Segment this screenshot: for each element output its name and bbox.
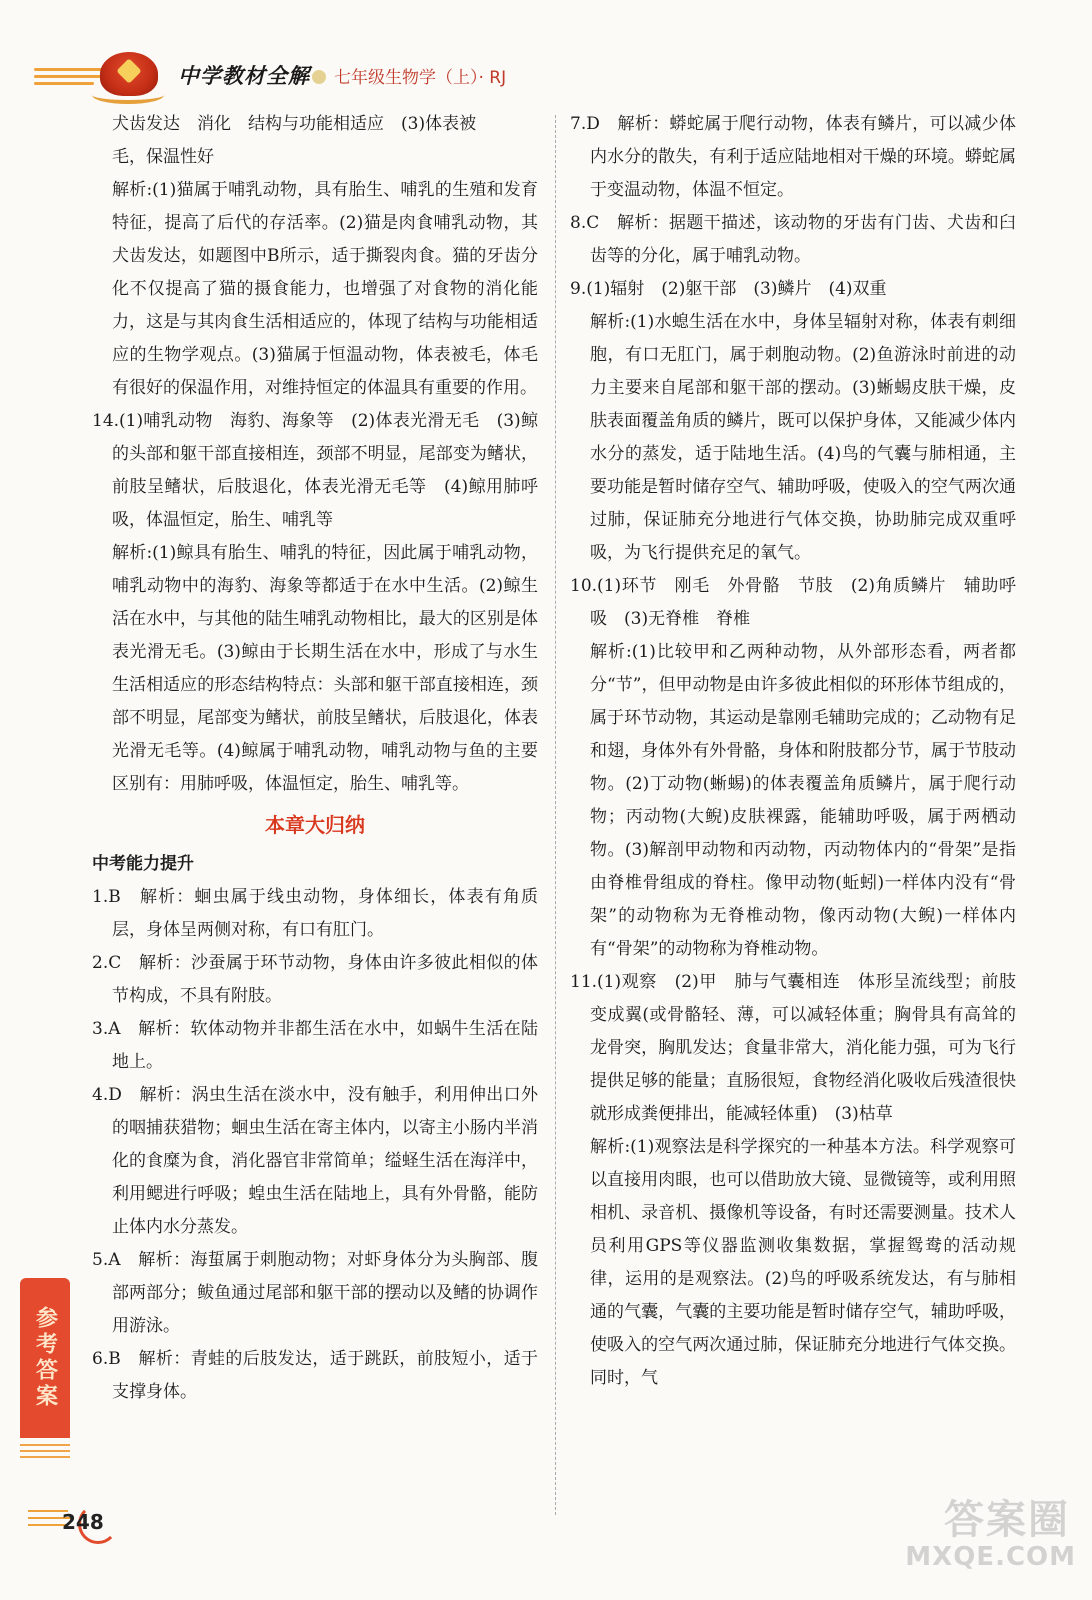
answer-item-7: 7.D 解析：蟒蛇属于爬行动物，体表有鳞片，可以减少体内水分的散失，有利于适应陆地相对干燥的环境。蟒蛇属于变温动物，体温不恒定。 [570, 114, 1016, 200]
section-title: 本章大归纳 [265, 813, 365, 837]
analysis-13: 解析:(1)猫属于哺乳动物，具有胎生、哺乳的生殖和发育特征，提高了后代的存活率。(2)猫是肉食哺乳动物，其犬齿发达，如题图中B所示，适于撕裂肉食。猫的牙齿分化不仅提高了猫的摄食能力，也增强了对食物的消化能力，这是与其肉食生活相适应的，体现了结构与功能相适应的生物学观点。(3)猫属于恒温动物，体表被毛，体毛有很好的保温作用，对维持恒定的体温具有重要的作用。 [112, 180, 538, 398]
watermark-url: MXQE.COM [905, 1542, 1076, 1572]
answer-item-8: 8.C 解析：据题干描述，该动物的牙齿有门齿、犬齿和臼齿等的分化，属于哺乳动物。 [570, 213, 1016, 266]
page-number: 248 [62, 1510, 104, 1534]
side-tab-label: 参考答案 [32, 1306, 58, 1410]
answer-13-line2: 毛，保温性好 [112, 147, 214, 167]
answer-item-4: 4.D 解析：涡虫生活在淡水中，没有触手，利用伸出口外的咽捕获猎物；蛔虫生活在寄主体内，以寄主小肠内半消化的食糜为食，消化器官非常简单；缢蛏生活在海洋中，利用鳃进行呼吸；蝗虫生活在陆地上，具有外骨骼，能防止体内水分蒸发。 [92, 1085, 538, 1237]
answer-item-2: 2.C 解析：沙蚕属于环节动物，身体由许多彼此相似的体节构成，不具有附肢。 [92, 953, 538, 1006]
page-header [0, 40, 1092, 110]
answer-14: 14.(1)哺乳动物 海豹、海象等 (2)体表光滑无毛 (3)鲸的头部和躯干部直接相连，颈部不明显，尾部变为鳍状，前肢呈鳍状，后肢退化，体表光滑无毛等 (4)鲸用肺呼吸，体温恒定，胎生、哺乳等 [92, 411, 538, 530]
reference-answers-tab [20, 1278, 70, 1438]
answer-item-6: 6.B 解析：青蛙的后肢发达，适于跳跃，前肢短小，适于支撑身体。 [92, 1349, 538, 1402]
section-subhead: 中考能力提升 [92, 854, 194, 874]
answer-13-line1: 犬齿发达 消化 结构与功能相适应 (3)体表被 [112, 114, 477, 134]
watermark-logo-text: 答案圈 [944, 1497, 1070, 1543]
answer-item-3: 3.A 解析：软体动物并非都生活在水中，如蜗牛生活在陆地上。 [92, 1019, 538, 1072]
answer-11: 11.(1)观察 (2)甲 肺与气囊相连 体形呈流线型；前肢变成翼(或骨骼轻、薄，可以减轻体重；胸骨具有高耸的龙骨突，胸肌发达；食量非常大，消化能力强，可为飞行提供足够的能量；直肠很短，食物经消化吸收后残渣很快就形成粪便排出，能减轻体重) (3)枯草 [570, 972, 1016, 1124]
side-tab-decor [20, 1440, 70, 1458]
series-title: 中学教材全解 [178, 64, 310, 88]
book-logo-icon [100, 52, 158, 96]
answer-item-1: 1.B 解析：蛔虫属于线虫动物，身体细长，体表有角质层，身体呈两侧对称，有口有肛门。 [92, 887, 538, 940]
book-subtitle: 七年级生物学（上）· RJ [334, 68, 507, 88]
header-separator-icon [312, 70, 326, 84]
column-divider [555, 115, 556, 1515]
answer-item-5: 5.A 解析：海蜇属于刺胞动物；对虾身体分为头胸部、腹部两部分；鲅鱼通过尾部和躯干部的摆动以及鳍的协调作用游泳。 [92, 1250, 538, 1336]
analysis-10: 解析:(1)比较甲和乙两种动物，从外部形态看，两者都分“节”，但甲动物是由许多彼此相似的环形体节组成的，属于环节动物，其运动是靠刚毛辅助完成的；乙动物有足和翅，身体外有外骨骼，身体和附肢都分节，属于节肢动物。(2)丁动物(蜥蜴)的体表覆盖角质鳞片，属于爬行动物；丙动物(大鲵)皮肤裸露，能辅助呼吸，属于两栖动物。(3)解剖甲动物和丙动物，丙动物体内的“骨架”是指由脊椎骨组成的脊柱。像甲动物(蚯蚓)一样体内没有“骨架”的动物称为无脊椎动物，像丙动物(大鲵)一样体内有“骨架”的动物称为脊椎动物。 [590, 642, 1016, 959]
answer-10: 10.(1)环节 刚毛 外骨骼 节肢 (2)角质鳞片 辅助呼吸 (3)无脊椎 脊椎 [570, 576, 1016, 629]
left-column [92, 108, 538, 1409]
right-column [570, 108, 1016, 1395]
analysis-14: 解析:(1)鲸具有胎生、哺乳的特征，因此属于哺乳动物，哺乳动物中的海豹、海象等都适于在水中生活。(2)鲸生活在水中，与其他的陆生哺乳动物相比，最大的区别是体表光滑无毛。(3)鲸由于长期生活在水中，形成了与水生生活相适应的形态结构特点：头部和躯干部直接相连，颈部不明显，尾部变为鳍状，前肢呈鳍状，后肢退化，体表光滑无毛等。(4)鲸属于哺乳动物，哺乳动物与鱼的主要区别有：用肺呼吸，体温恒定，胎生、哺乳等。 [112, 543, 538, 794]
analysis-11: 解析:(1)观察法是科学探究的一种基本方法。科学观察可以直接用肉眼，也可以借助放大镜、显微镜等，或利用照相机、录音机、摄像机等设备，有时还需要测量。技术人员利用GPS等仪器监测收集数据，掌握鸳鸯的活动规律，运用的是观察法。(2)鸟的呼吸系统发达，有与肺相通的气囊，气囊的主要功能是暂时储存空气，辅助呼吸，使吸入的空气两次通过肺，保证肺充分地进行气体交换。同时，气 [590, 1137, 1016, 1388]
analysis-9: 解析:(1)水螅生活在水中，身体呈辐射对称，体表有刺细胞，有口无肛门，属于刺胞动物。(2)鱼游泳时前进的动力主要来自尾部和躯干部的摆动。(3)蜥蜴皮肤干燥，皮肤表面覆盖角质的鳞片，既可以保护身体，又能减少体内水分的蒸发，适于陆地生活。(4)鸟的气囊与肺相通，主要功能是暂时储存空气、辅助呼吸，使吸入的空气两次通过肺，保证肺充分地进行气体交换，协助肺完成双重呼吸，为飞行提供充足的氧气。 [590, 312, 1016, 563]
site-watermark [900, 1488, 1080, 1588]
answer-9: 9.(1)辐射 (2)躯干部 (3)鳞片 (4)双重 [570, 279, 887, 299]
